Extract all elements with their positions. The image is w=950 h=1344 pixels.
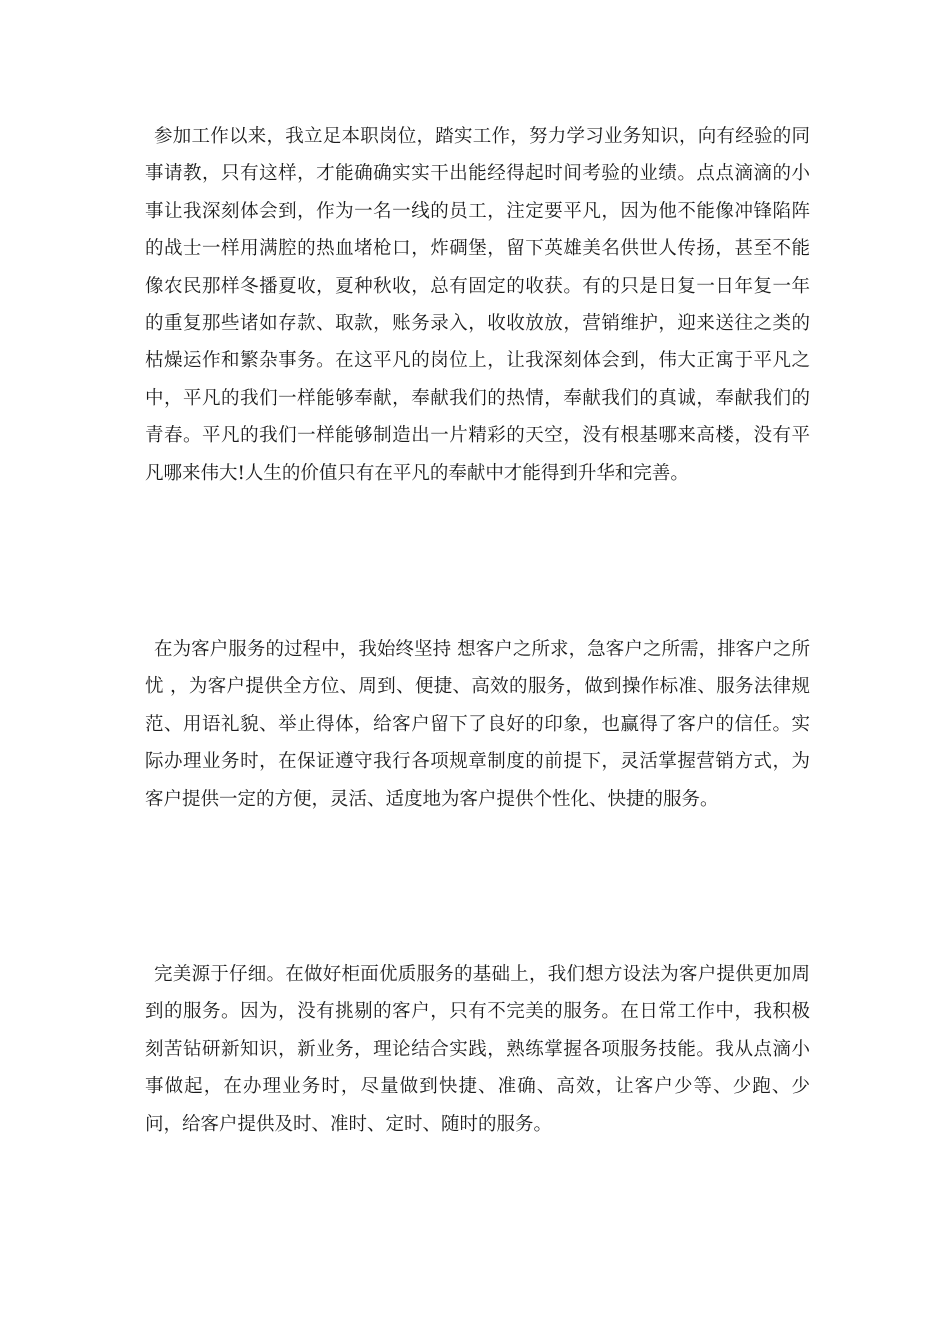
paragraph-work-experience: 参加工作以来，我立足本职岗位，踏实工作，努力学习业务知识，向有经验的同事请教，只有这样，才能确确实实干出能经得起时间考验的业绩。点点滴滴的小事让我深刻体会到，作为一名一线的员工，注定要平凡，因为他不能像冲锋陷阵的战士一样用满腔的热血堵枪口，炸碉堡，留下英雄美名供世人传扬，甚至不能像农民那样冬播夏收，夏种秋收，总有固定的收获。有的只是日复一日年复一年的重复那些诸如存款、取款，账务录入，收收放放，营销维护，迎来送往之类的枯燥运作和繁杂事务。在这平凡的岗位上，让我深刻体会到，伟大正寓于平凡之中，平凡的我们一样能够奉献，奉献我们的热情，奉献我们的真诚，奉献我们的青春。平凡的我们一样能够制造出一片精彩的天空，没有根基哪来高楼，没有平凡哪来伟大!人生的价值只有在平凡的奉献中才能得到升华和完善。 (145, 126, 810, 484)
paragraph-customer-service: 在为客户服务的过程中，我始终坚持 想客户之所求，急客户之所需，排客户之所忧 ，为客户提供全方位、周到、便捷、高效的服务，做到操作标准、服务法律规范、用语礼貌、举止得体，给客户留下了良好的印象，也赢得了客户的信任。实际办理业务时，在保证遵守我行各项规章制度的前提下，灵活掌握营销方式，为客户提供一定的方便，灵活、适度地为客户提供个性化、快捷的服务。 (145, 639, 810, 810)
paragraph-attention-to-detail: 完美源于仔细。在做好柜面优质服务的基础上，我们想方设法为客户提供更加周到的服务。因为，没有挑剔的客户，只有不完美的服务。在日常工作中，我积极刻苦钻研新知识，新业务，理论结合实践，熟练掌握各项服务技能。我从点滴小事做起，在办理业务时，尽量做到快捷、准确、高效，让客户少等、少跑、少问，给客户提供及时、准时、定时、随时的服务。 (145, 964, 810, 1135)
